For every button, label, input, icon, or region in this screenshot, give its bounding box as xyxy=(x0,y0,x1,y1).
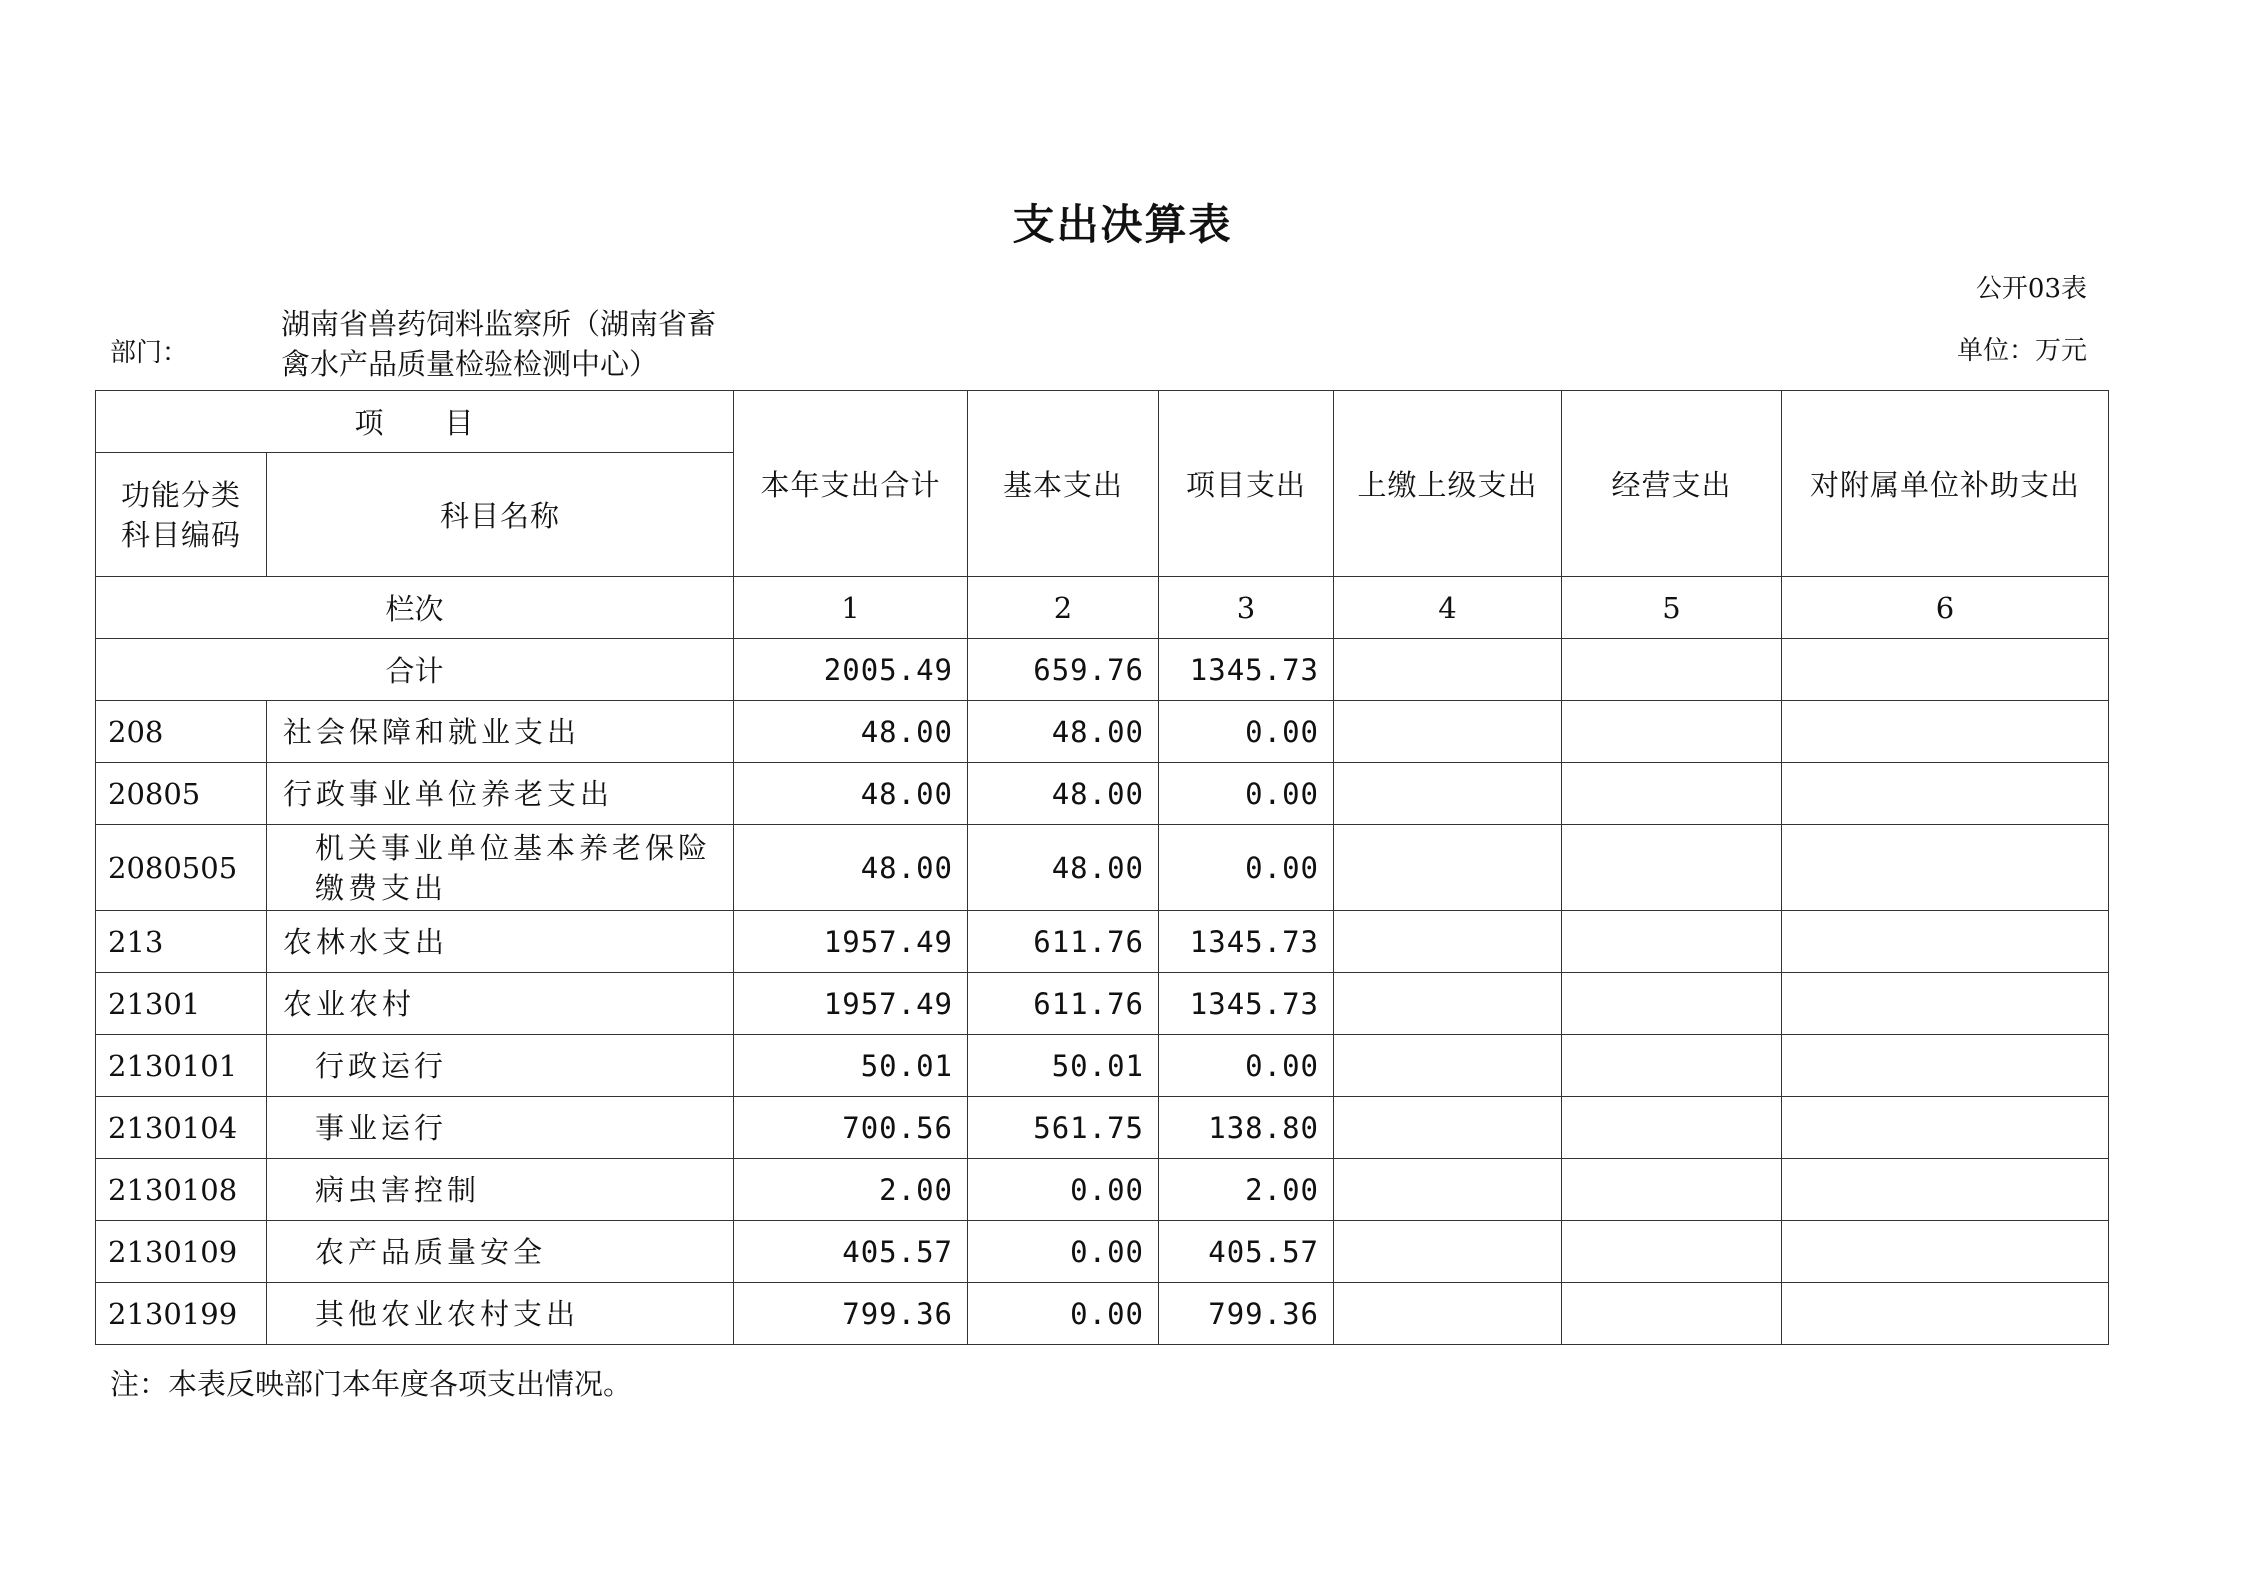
total-cell: 2005.49 xyxy=(734,639,968,701)
header-total: 本年支出合计 xyxy=(734,391,968,577)
total-cell: 48.00 xyxy=(734,763,968,825)
total-cell: 48.00 xyxy=(734,701,968,763)
basic-cell: 48.00 xyxy=(968,763,1159,825)
name-cell: 农业农村 xyxy=(267,973,734,1035)
column-number: 4 xyxy=(1334,577,1562,639)
basic-cell: 611.76 xyxy=(968,911,1159,973)
subsidy-cell xyxy=(1782,1221,2109,1283)
project-cell: 1345.73 xyxy=(1159,639,1334,701)
basic-cell: 0.00 xyxy=(968,1221,1159,1283)
project-cell: 1345.73 xyxy=(1159,973,1334,1035)
total-cell: 700.56 xyxy=(734,1097,968,1159)
name-cell: 病虫害控制 xyxy=(267,1159,734,1221)
upper-cell xyxy=(1334,763,1562,825)
column-number: 2 xyxy=(968,577,1159,639)
project-cell: 0.00 xyxy=(1159,1035,1334,1097)
header-name: 科目名称 xyxy=(267,453,734,577)
business-cell xyxy=(1562,825,1782,911)
total-cell: 1957.49 xyxy=(734,973,968,1035)
subsidy-cell xyxy=(1782,973,2109,1035)
column-number-row xyxy=(96,577,2109,639)
business-cell xyxy=(1562,1035,1782,1097)
total-cell: 405.57 xyxy=(734,1221,968,1283)
subsidy-cell xyxy=(1782,763,2109,825)
total-cell: 799.36 xyxy=(734,1283,968,1345)
name-cell: 农林水支出 xyxy=(267,911,734,973)
name-cell: 农产品质量安全 xyxy=(267,1221,734,1283)
upper-cell xyxy=(1334,1283,1562,1345)
project-cell: 2.00 xyxy=(1159,1159,1334,1221)
business-cell xyxy=(1562,701,1782,763)
header-project: 项目支出 xyxy=(1159,391,1334,577)
total-label: 合计 xyxy=(96,639,734,701)
table-row xyxy=(96,1283,2109,1345)
upper-cell xyxy=(1334,701,1562,763)
basic-cell: 611.76 xyxy=(968,973,1159,1035)
total-cell: 48.00 xyxy=(734,825,968,911)
page-title: 支出决算表 xyxy=(1012,200,1233,249)
column-number: 3 xyxy=(1159,577,1334,639)
table-row xyxy=(96,825,2109,911)
basic-cell: 0.00 xyxy=(968,1159,1159,1221)
business-cell xyxy=(1562,1221,1782,1283)
name-cell: 行政事业单位养老支出 xyxy=(267,763,734,825)
table-row xyxy=(96,763,2109,825)
business-cell xyxy=(1562,911,1782,973)
table-row xyxy=(96,1221,2109,1283)
basic-cell: 0.00 xyxy=(968,1283,1159,1345)
column-number: 1 xyxy=(734,577,968,639)
footnote: 注：本表反映部门本年度各项支出情况。 xyxy=(110,1367,633,1401)
table-row xyxy=(96,911,2109,973)
project-cell: 0.00 xyxy=(1159,701,1334,763)
subsidy-cell xyxy=(1782,639,2109,701)
name-cell: 其他农业农村支出 xyxy=(267,1283,734,1345)
code-cell: 2080505 xyxy=(96,825,267,911)
business-cell xyxy=(1562,763,1782,825)
table-row xyxy=(96,973,2109,1035)
business-cell xyxy=(1562,1097,1782,1159)
subsidy-cell xyxy=(1782,701,2109,763)
header-subsidy: 对附属单位补助支出 xyxy=(1782,391,2109,577)
basic-cell: 561.75 xyxy=(968,1097,1159,1159)
table-row xyxy=(96,1035,2109,1097)
code-cell: 20805 xyxy=(96,763,267,825)
total-row xyxy=(96,639,2109,701)
header-upper: 上缴上级支出 xyxy=(1334,391,1562,577)
code-cell: 2130199 xyxy=(96,1283,267,1345)
column-number: 6 xyxy=(1782,577,2109,639)
upper-cell xyxy=(1334,1097,1562,1159)
basic-cell: 48.00 xyxy=(968,825,1159,911)
department-label: 部门： xyxy=(110,338,189,368)
business-cell xyxy=(1562,1283,1782,1345)
project-cell: 138.80 xyxy=(1159,1097,1334,1159)
name-cell: 社会保障和就业支出 xyxy=(267,701,734,763)
upper-cell xyxy=(1334,973,1562,1035)
project-cell: 405.57 xyxy=(1159,1221,1334,1283)
code-cell: 2130104 xyxy=(96,1097,267,1159)
business-cell xyxy=(1562,1159,1782,1221)
header-row-1 xyxy=(96,391,2109,453)
total-cell: 2.00 xyxy=(734,1159,968,1221)
project-cell: 0.00 xyxy=(1159,763,1334,825)
table-row xyxy=(96,701,2109,763)
table-row xyxy=(96,1159,2109,1221)
upper-cell xyxy=(1334,1035,1562,1097)
project-cell: 0.00 xyxy=(1159,825,1334,911)
subsidy-cell xyxy=(1782,1097,2109,1159)
table-row xyxy=(96,1097,2109,1159)
subsidy-cell xyxy=(1782,1159,2109,1221)
column-number-label: 栏次 xyxy=(96,577,734,639)
upper-cell xyxy=(1334,825,1562,911)
upper-cell xyxy=(1334,911,1562,973)
subsidy-cell xyxy=(1782,1035,2109,1097)
code-cell: 2130101 xyxy=(96,1035,267,1097)
name-cell: 机关事业单位基本养老保险缴费支出 xyxy=(267,825,734,911)
code-cell: 2130108 xyxy=(96,1159,267,1221)
subsidy-cell xyxy=(1782,825,2109,911)
header-code: 功能分类科目编码 xyxy=(96,453,267,577)
name-cell: 事业运行 xyxy=(267,1097,734,1159)
column-number: 5 xyxy=(1562,577,1782,639)
unit-label: 单位：万元 xyxy=(1956,336,2087,366)
header-item: 项 目 xyxy=(96,391,734,453)
business-cell xyxy=(1562,973,1782,1035)
subsidy-cell xyxy=(1782,911,2109,973)
basic-cell: 50.01 xyxy=(968,1035,1159,1097)
table-number: 公开03表 xyxy=(1975,274,2087,304)
code-cell: 208 xyxy=(96,701,267,763)
upper-cell xyxy=(1334,1221,1562,1283)
code-cell: 21301 xyxy=(96,973,267,1035)
header-basic: 基本支出 xyxy=(968,391,1159,577)
total-cell: 50.01 xyxy=(734,1035,968,1097)
basic-cell: 48.00 xyxy=(968,701,1159,763)
upper-cell xyxy=(1334,1159,1562,1221)
project-cell: 1345.73 xyxy=(1159,911,1334,973)
department-name: 湖南省兽药饲料监察所（湖南省畜禽水产品质量检验检测中心） xyxy=(281,307,717,381)
expense-table xyxy=(95,390,2109,1345)
total-cell: 1957.49 xyxy=(734,911,968,973)
code-cell: 213 xyxy=(96,911,267,973)
subsidy-cell xyxy=(1782,1283,2109,1345)
code-cell: 2130109 xyxy=(96,1221,267,1283)
basic-cell: 659.76 xyxy=(968,639,1159,701)
business-cell xyxy=(1562,639,1782,701)
upper-cell xyxy=(1334,639,1562,701)
name-cell: 行政运行 xyxy=(267,1035,734,1097)
project-cell: 799.36 xyxy=(1159,1283,1334,1345)
header-business: 经营支出 xyxy=(1562,391,1782,577)
